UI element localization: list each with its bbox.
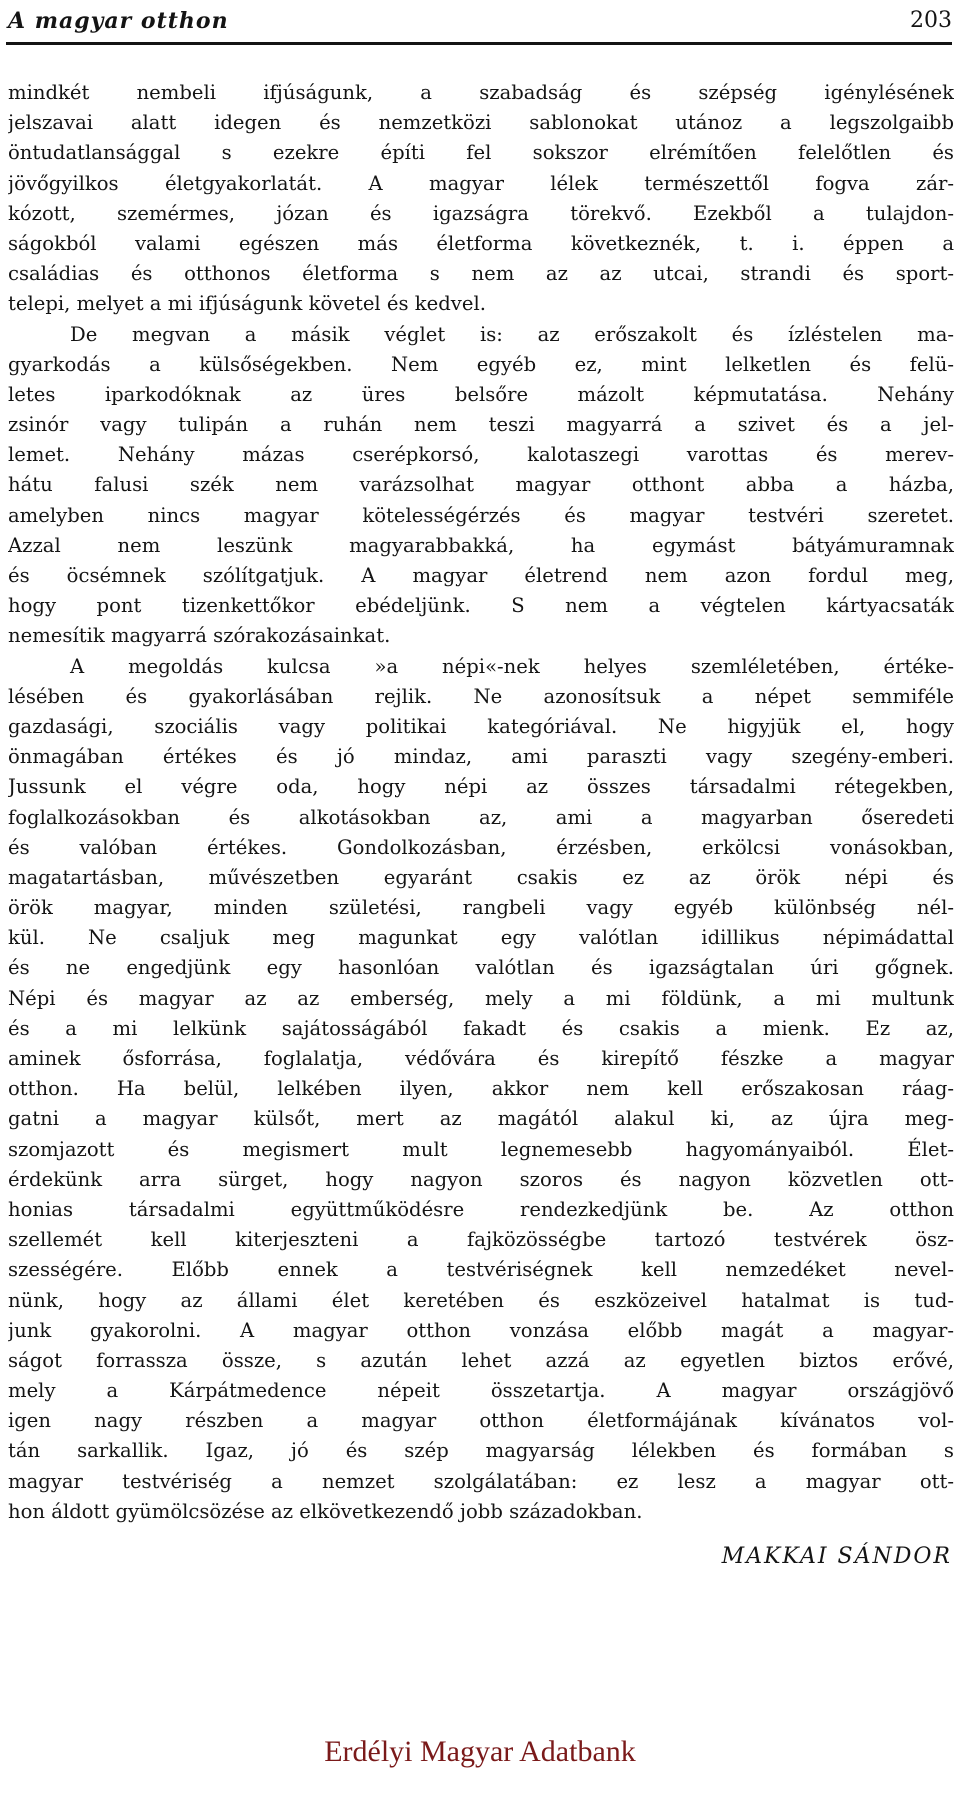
text-line: és ne engedjünk egy hasonlóan valótlan és igazságtalan úri gőgnek. <box>8 956 954 980</box>
text-line: kül. Ne csaljuk meg magunkat egy valótlan idillikus népimádattal <box>8 926 954 950</box>
text-line: gatni a magyar külsőt, mert az magától alakul ki, az újra meg- <box>8 1107 954 1131</box>
text-line: magatartásban, művészetben egyaránt csakis ez az örök népi és <box>8 865 954 889</box>
text-line: De megvan a másik véglet is: az erőszakolt és ízléstelen ma- <box>70 322 954 346</box>
article-body <box>8 78 954 1527</box>
text-line: öntudatlansággal s ezekre építi fel sokszor elrémítően felelőtlen és <box>8 141 954 165</box>
running-title: A magyar otthon <box>8 8 229 34</box>
text-line: Népi és magyar az az emberség, mely a mi földünk, a mi multunk <box>8 986 954 1010</box>
text-line: szességére. Előbb ennek a testvériségnek kell nemzedéket nevel- <box>8 1258 954 1282</box>
text-line: szellemét kell kiterjeszteni a fajközösségbe tartozó testvérek ösz- <box>8 1228 954 1252</box>
text-line: igen nagy részben a magyar otthon életformájának kívánatos vol- <box>8 1409 954 1433</box>
text-line: amelyben nincs magyar kötelességérzés és magyar testvéri szeretet. <box>8 503 954 527</box>
text-line: otthon. Ha belül, lelkében ilyen, akkor nem kell erőszakosan ráag- <box>8 1077 954 1101</box>
text-line: mindkét nembeli ifjúságunk, a szabadság és szépség igénylésének <box>8 81 954 104</box>
text-line: érdekünk arra sürget, hogy nagyon szoros és nagyon közvetlen ott- <box>8 1167 954 1191</box>
text-line: jövőgyilkos életgyakorlatát. A magyar lélek természettől fogva zár- <box>8 171 954 195</box>
text-line: mely a Kárpátmedence népeit összetartja. A magyar országjövő <box>8 1379 954 1403</box>
text-line: lemet. Nehány mázas cserépkorsó, kalotaszegi varottas és merev- <box>8 443 954 467</box>
text-line: és a mi lelkünk sajátosságából fakadt és csakis a mienk. Ez az, <box>8 1016 954 1040</box>
text-line: gyarkodás a külsőségekben. Nem egyéb ez, mint lelketlen és felü- <box>8 352 954 376</box>
text-line: Jussunk el végre oda, hogy népi az összes társadalmi rétegekben, <box>8 775 954 799</box>
text-line: foglalkozásokban és alkotásokban az, ami a magyarban őseredeti <box>8 805 954 829</box>
text-line: jelszavai alatt idegen és nemzetközi sablonokat utánoz a legszolgaibb <box>8 111 954 135</box>
text-line: szomjazott és megismert mult legnemesebb hagyományaiból. Élet- <box>8 1137 954 1161</box>
text-line: tán sarkallik. Igaz, jó és szép magyarság lélekben és formában s <box>8 1439 954 1463</box>
author-signature: MAKKAI SÁNDOR <box>721 1544 952 1569</box>
text-line: zsinór vagy tulipán a ruhán nem teszi magyarrá a szivet és a jel- <box>8 413 954 437</box>
text-line: hon áldott gyümölcsözése az elkövetkezendő jobb századokban. <box>8 1499 643 1523</box>
text-line: lésében és gyakorlásában rejlik. Ne azonosítsuk a népet semmiféle <box>8 684 954 708</box>
text-line: hogy pont tizenkettőkor ebédeljünk. S nem a végtelen kártyacsaták <box>8 594 954 618</box>
text-line: letes iparkodóknak az üres belsőre mázolt képmutatása. Nehány <box>8 382 954 406</box>
text-line: ságokból valami egészen más életforma következnék, t. i. éppen a <box>8 231 954 255</box>
text-line: ságot forrassza össze, s azután lehet azzá az egyetlen biztos erővé, <box>8 1348 954 1372</box>
text-line: gazdasági, szociális vagy politikai kategóriával. Ne higyjük el, hogy <box>8 714 954 738</box>
text-line: és valóban értékes. Gondolkozásban, érzésben, erkölcsi vonásokban, <box>8 835 954 859</box>
footer-watermark: Erdélyi Magyar Adatbank <box>324 1735 636 1768</box>
text-line: kózott, szemérmes, józan és igazságra törekvő. Ezekből a tulajdon- <box>8 201 954 225</box>
text-line: és öcsémnek szólítgatjuk. A magyar életrend nem azon fordul meg, <box>8 564 954 587</box>
text-line: örök magyar, minden születési, rangbeli vagy egyéb különbség nél- <box>8 896 954 920</box>
text-line: önmagában értékes és jó mindaz, ami paraszti vagy szegény-emberi. <box>8 745 954 769</box>
text-line: junk gyakorolni. A magyar otthon vonzása előbb magát a magyar- <box>8 1318 954 1342</box>
text-line: Azzal nem leszünk magyarabbakká, ha egymást bátyámuramnak <box>8 533 954 557</box>
text-line: nünk, hogy az állami élet keretében és eszközeivel hatalmat is tud- <box>8 1288 954 1312</box>
text-line: honias társadalmi együttműködésre rendezkedjünk be. Az otthon <box>8 1197 954 1221</box>
text-line: aminek ősforrása, foglalatja, védővára és kirepítő fészke a magyar <box>8 1047 954 1070</box>
text-line: telepi, melyet a mi ifjúságunk követel és kedvel. <box>8 292 486 316</box>
text-line: magyar testvériség a nemzet szolgálatában: ez lesz a magyar ott- <box>8 1469 954 1493</box>
page-number: 203 <box>910 8 952 33</box>
text-line: családias és otthonos életforma s nem az az utcai, strandi és sport- <box>8 262 954 286</box>
page-header <box>8 8 952 44</box>
text-line: A megoldás kulcsa »a népi«-nek helyes szemléletében, értéke- <box>70 654 954 678</box>
header-rule <box>6 42 952 45</box>
text-line: hátu falusi szék nem varázsolhat magyar otthont abba a házba, <box>8 473 954 497</box>
text-line: nemesítik magyarrá szórakozásainkat. <box>8 624 391 648</box>
